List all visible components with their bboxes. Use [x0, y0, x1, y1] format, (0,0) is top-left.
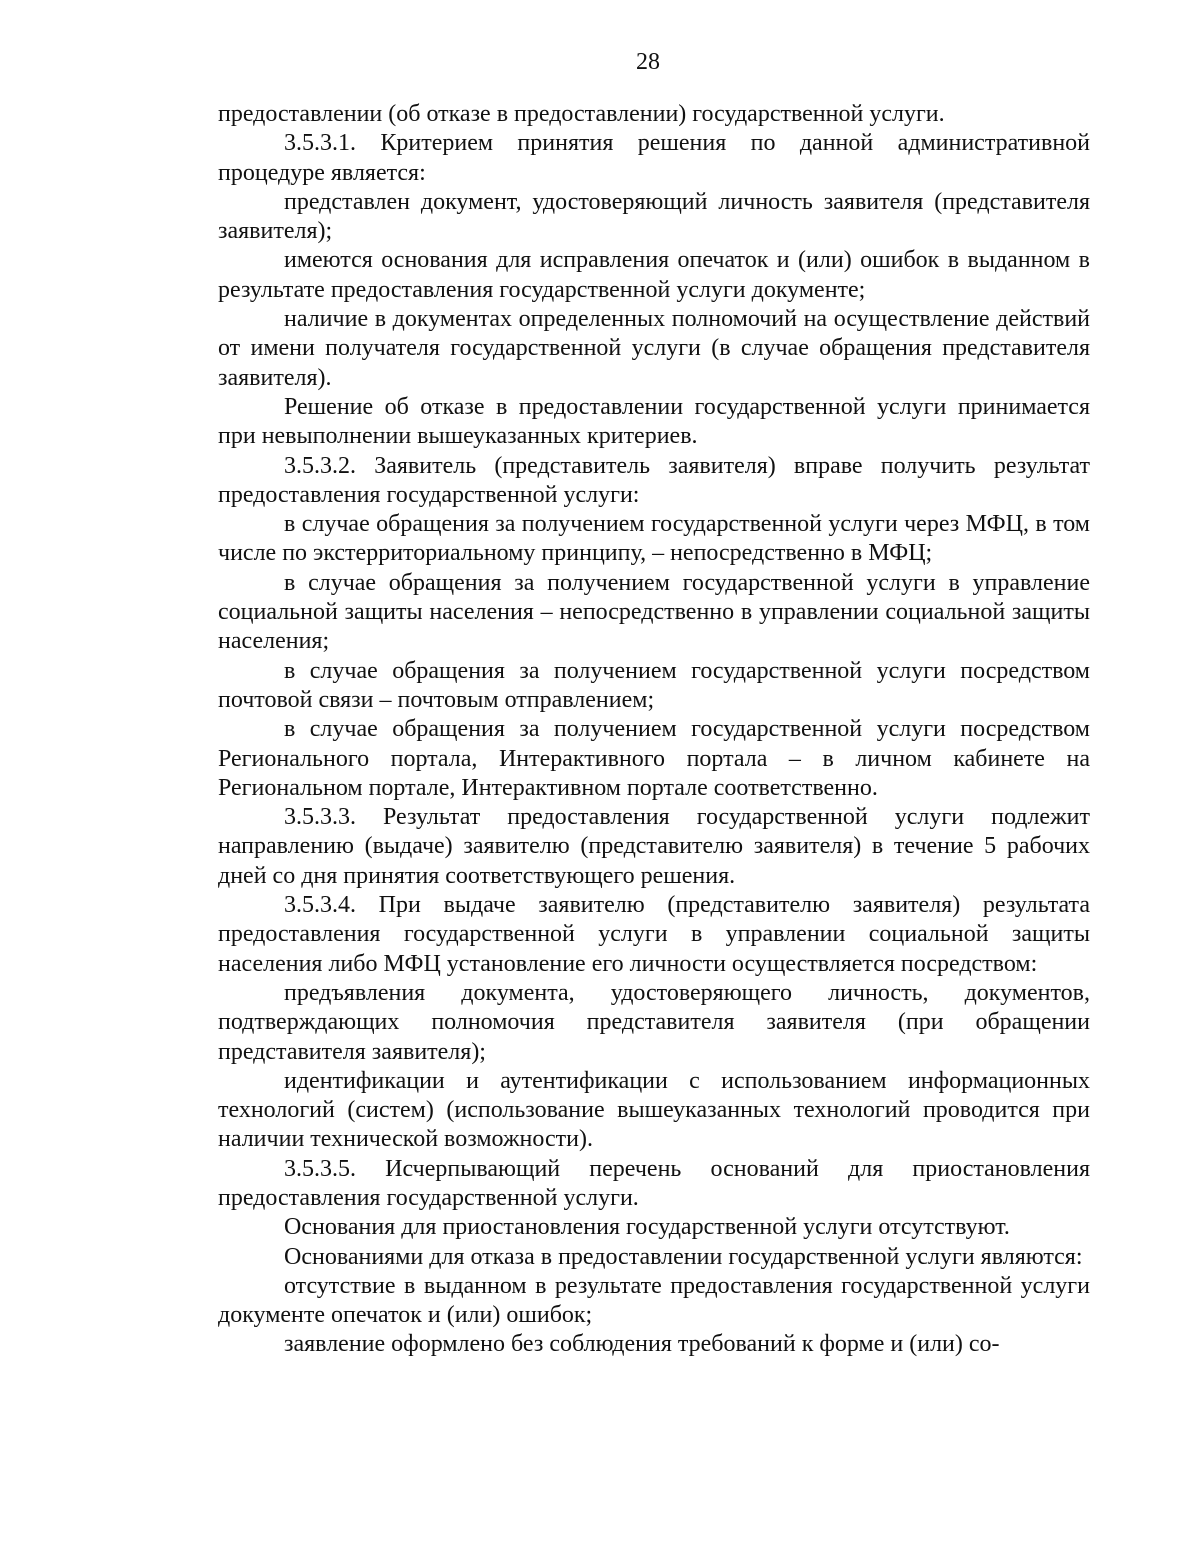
paragraph: предоставлении (об отказе в предоставлении) государственной услуги. [218, 101, 945, 127]
paragraph: 3.5.3.3. Результат предоставления государственной услуги подлежит направлению (выдаче) заявителю (представителю заявителя) в течение 5 рабочих дней со дня принятия соответствующего решения. [218, 804, 1090, 889]
paragraph: Основания для приостановления государственной услуги отсутствуют. [284, 1214, 1010, 1241]
paragraph: Решение об отказе в предоставлении государственной услуги принимается при невыполнении вышеуказанных критериев. [218, 393, 1090, 450]
paragraph: в случае обращения за получением государственной услуги в управление социальной защиты населения – непосредственно в управлении социальной защиты населения; [218, 569, 1090, 655]
paragraph: 3.5.3.2. Заявитель (представитель заявителя) вправе получить результат предоставления государственной услуги: [218, 452, 1090, 508]
paragraph: идентификации и аутентификации с использованием информационных технологий (систем) (использование вышеуказанных технологий проводится при наличии технической возможности). [218, 1067, 1090, 1153]
paragraph: Основаниями для отказа в предоставлении государственной услуги являются: [284, 1243, 1083, 1270]
paragraph: 3.5.3.4. При выдаче заявителю (представителю заявителя) результата предоставления государственной услуги в управлении социальной защиты населения либо МФЦ установление его личности осуществляется посредством: [218, 892, 1090, 977]
paragraph: в случае обращения за получением государственной услуги посредством Регионального портала, Интерактивного портала – в личном кабинете на Региональном портале, Интерактивном портале соответственно. [218, 716, 1090, 801]
paragraph: заявление оформлено без соблюдения требований к форме и (или) со- [284, 1331, 1000, 1358]
paragraph: 3.5.3.1. Критерием принятия решения по данной административной процедуре является: [218, 130, 1090, 186]
paragraph: отсутствие в выданном в результате предоставления государственной услуги документе опечаток и (или) ошибок; [218, 1272, 1090, 1329]
paragraph: в случае обращения за получением государственной услуги посредством почтовой связи – почтовым отправлением; [218, 657, 1090, 713]
paragraph: предъявления документа, удостоверяющего личность, документов, подтверждающих полномочия представителя заявителя (при обращении представителя заявителя); [218, 979, 1090, 1065]
document-body [218, 100, 1090, 1360]
page-number: 28 [636, 49, 660, 75]
paragraph: имеются основания для исправления опечаток и (или) ошибок в выданном в результате предоставления государственной услуги документе; [218, 247, 1090, 303]
paragraph: наличие в документах определенных полномочий на осуществление действий от имени получателя государственной услуги (в случае обращения представителя заявителя). [218, 306, 1090, 391]
paragraph: в случае обращения за получением государственной услуги через МФЦ, в том числе по экстерриториальному принципу, – непосредственно в МФЦ; [218, 511, 1090, 567]
paragraph: представлен документ, удостоверяющий личность заявителя (представителя заявителя); [218, 188, 1090, 245]
paragraph: 3.5.3.5. Исчерпывающий перечень оснований для приостановления предоставления государственной услуги. [218, 1155, 1090, 1211]
